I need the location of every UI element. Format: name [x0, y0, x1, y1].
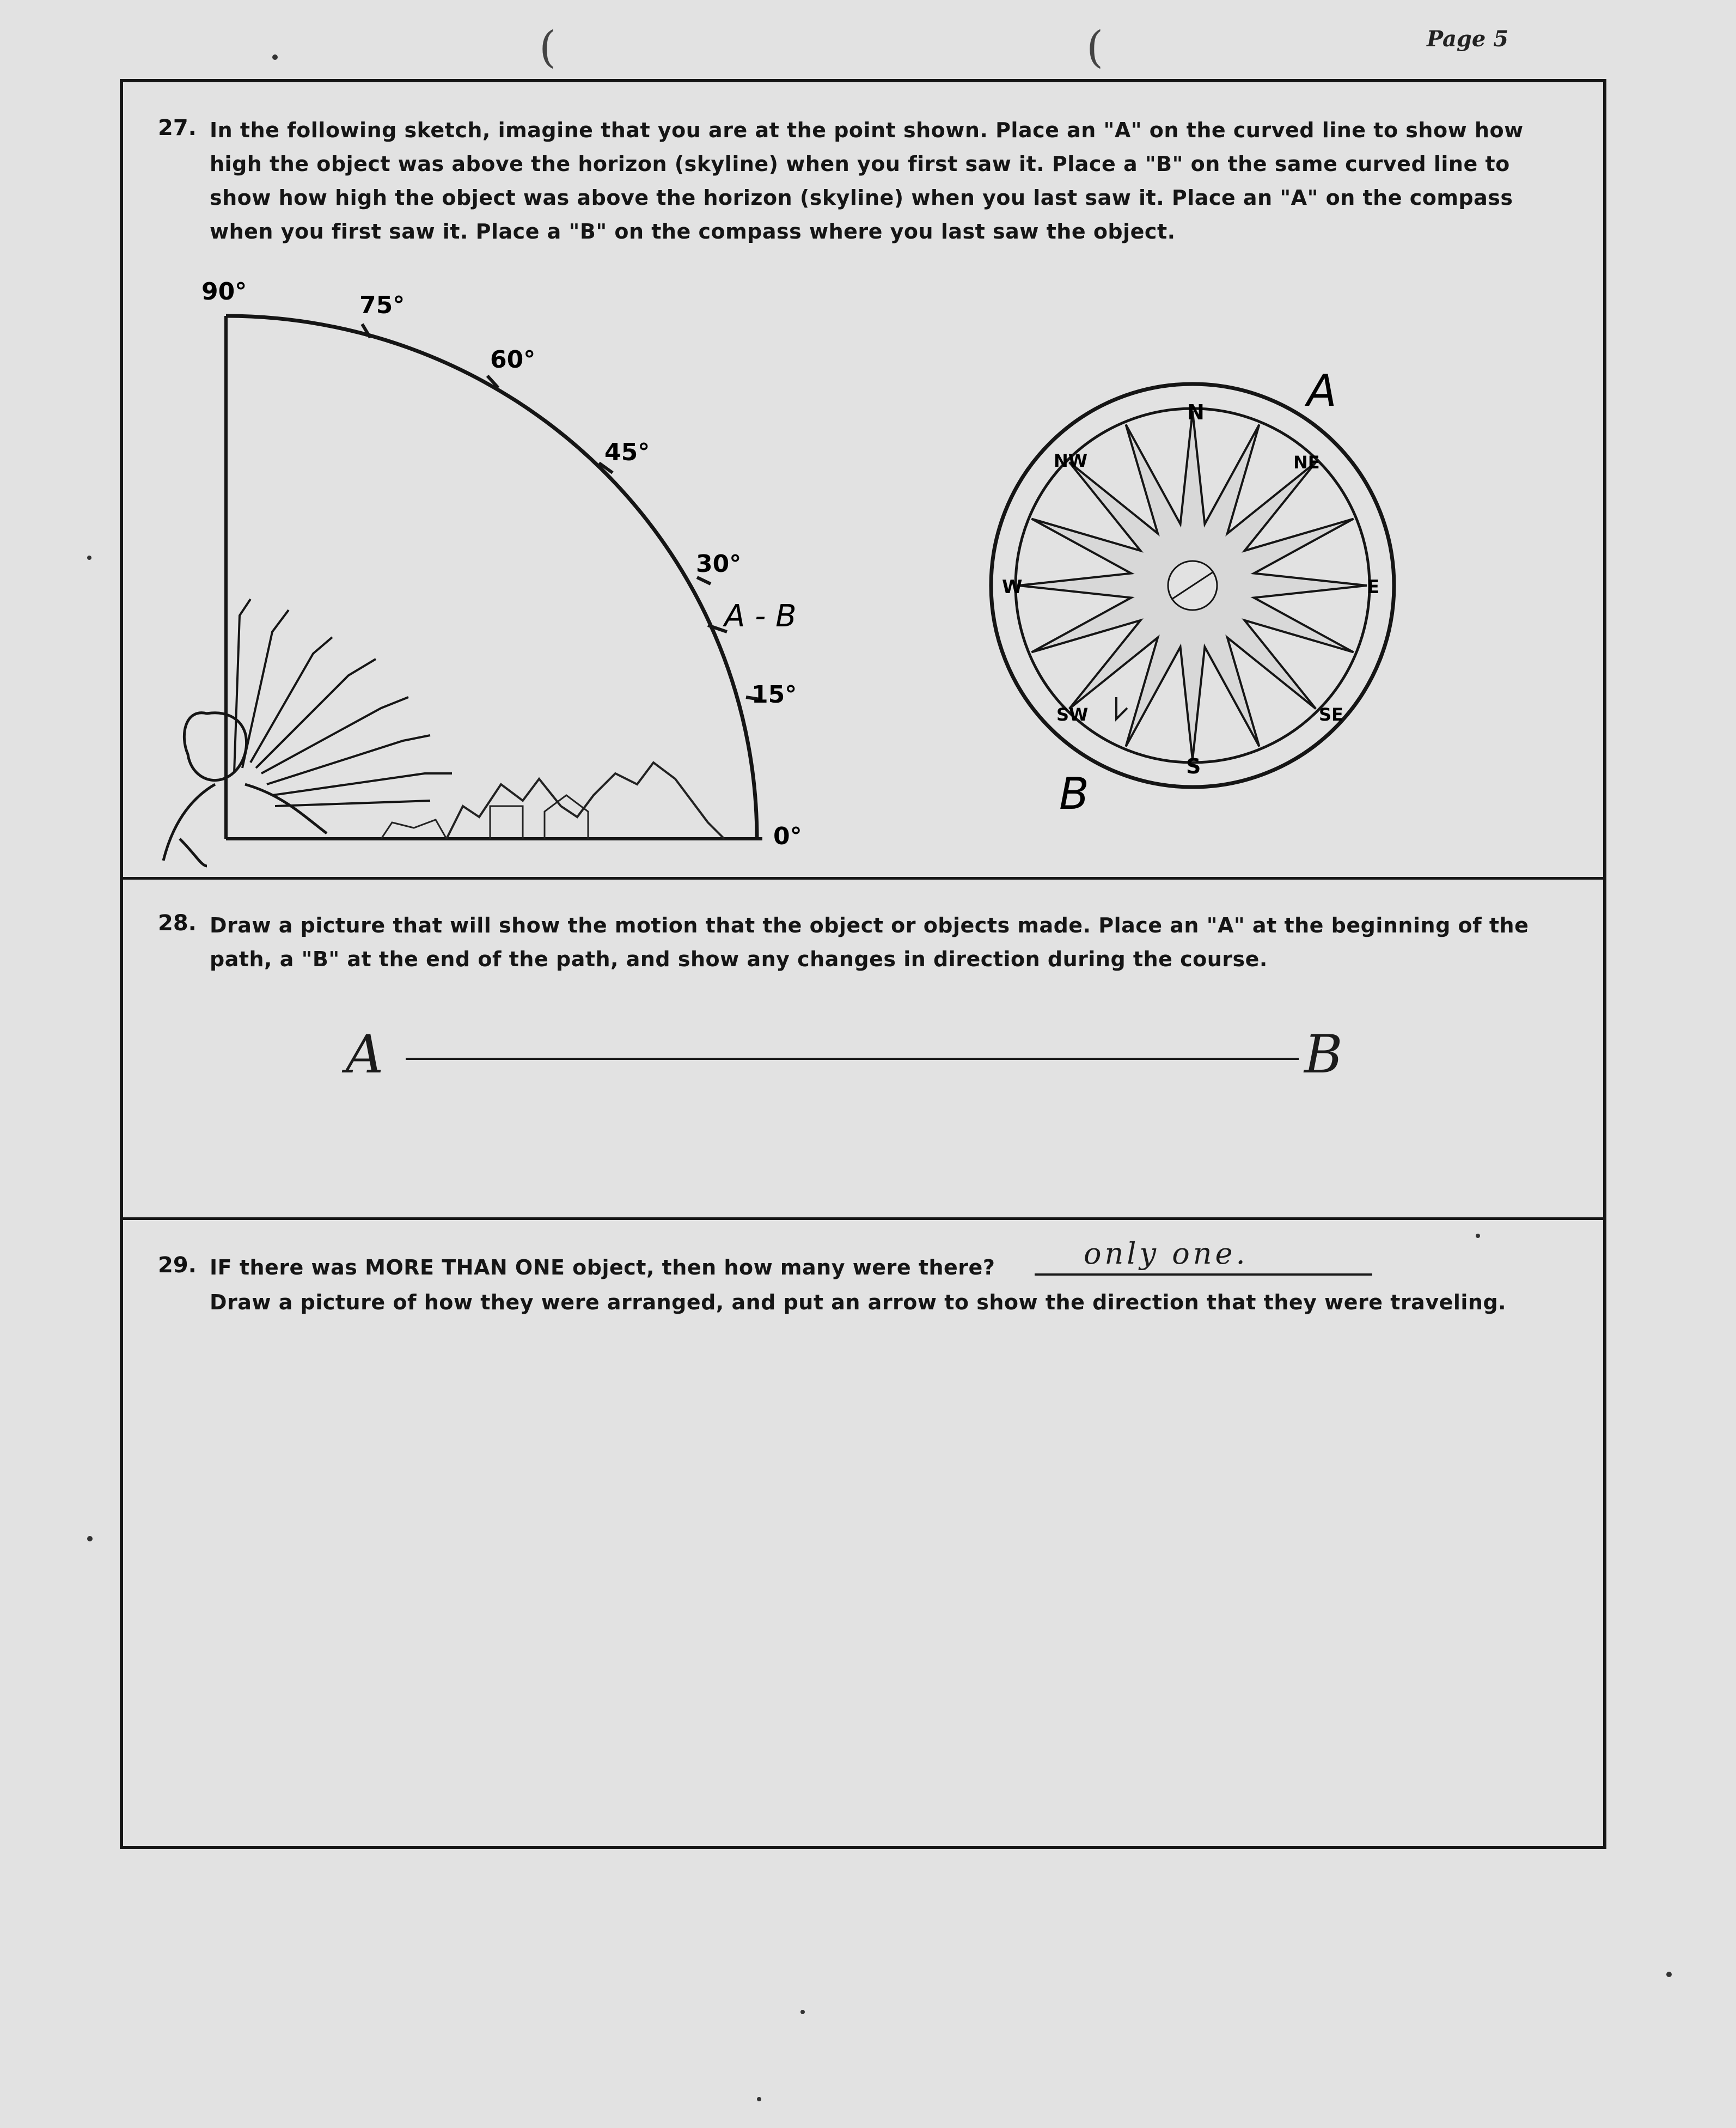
pointing-arms: [234, 599, 452, 806]
angle-label-60: 60°: [490, 346, 536, 374]
angle-label-15: 15°: [751, 681, 797, 709]
compass-w: W: [1002, 576, 1023, 598]
answer-blank[interactable]: [1035, 1273, 1372, 1276]
scan-speck: [800, 2010, 805, 2014]
angle-label-75: 75°: [359, 291, 405, 319]
angle-label-45: 45°: [604, 438, 650, 466]
compass-e: E: [1367, 576, 1380, 598]
scan-speck: [87, 556, 91, 560]
question-text-line: In the following sketch, imagine that you are at the point shown. Place an "A" on the curved line to show how: [210, 118, 1524, 142]
page-number: Page 5: [1427, 26, 1509, 52]
scan-speck: [87, 1536, 93, 1541]
observer-head: [184, 713, 246, 781]
question-text-line: path, a "B" at the end of the path, and show any changes in direction during the course.: [210, 947, 1268, 971]
drawing-area[interactable]: [142, 1329, 1579, 1830]
scan-speck: [757, 2097, 761, 2101]
scan-speck: [272, 54, 278, 60]
question-text-line: IF there was MORE THAN ONE object, then how many were there?: [210, 1255, 995, 1279]
compass-n: N: [1187, 400, 1205, 424]
path-start-label: A: [346, 1024, 384, 1085]
question-text-line: high the object was above the horizon (skyline) when you first saw it. Place a "B" on the same curved line to: [210, 152, 1510, 176]
angle-label-30: 30°: [696, 550, 742, 578]
elevation-answer-handwriting: A - B: [724, 599, 797, 634]
angle-label-0: 0°: [773, 822, 802, 850]
motion-path-line[interactable]: [406, 1058, 1299, 1060]
question-number: 28.: [158, 911, 197, 936]
compass-se: SE: [1319, 704, 1343, 725]
stray-mark: (: [1086, 22, 1104, 72]
question-text-line: Draw a picture of how they were arranged, and put an arrow to show the direction that they were traveling.: [210, 1290, 1507, 1314]
compass-answer-a: A: [1307, 365, 1337, 416]
compass-answer-b: B: [1059, 769, 1089, 819]
question-text-line: Draw a picture that will show the motion that the object or objects made. Place an "A" at the beginning of the: [210, 913, 1529, 937]
question-text-line: when you first saw it. Place a "B" on the compass where you last saw the object.: [210, 219, 1176, 243]
compass-ne: NE: [1293, 452, 1320, 473]
compass-sw: SW: [1056, 704, 1089, 725]
compass-nw: NW: [1054, 450, 1088, 471]
compass-rose[interactable]: [991, 365, 1394, 819]
angle-label-90: 90°: [201, 278, 247, 306]
path-end-label: B: [1304, 1024, 1343, 1085]
scan-speck: [1666, 1972, 1672, 1977]
question-text-line: show how high the object was above the horizon (skyline) when you last saw it. Place an "A" on the compass: [210, 186, 1513, 210]
question-number: 29.: [158, 1253, 197, 1278]
question-number: 27.: [158, 115, 197, 141]
compass-s: S: [1186, 754, 1201, 778]
answer-handwriting: only one.: [1084, 1236, 1249, 1271]
elevation-arc[interactable]: [226, 316, 757, 839]
stray-mark: (: [539, 22, 557, 72]
scan-speck: [1476, 1234, 1480, 1238]
elevation-quadrant: [163, 278, 802, 866]
